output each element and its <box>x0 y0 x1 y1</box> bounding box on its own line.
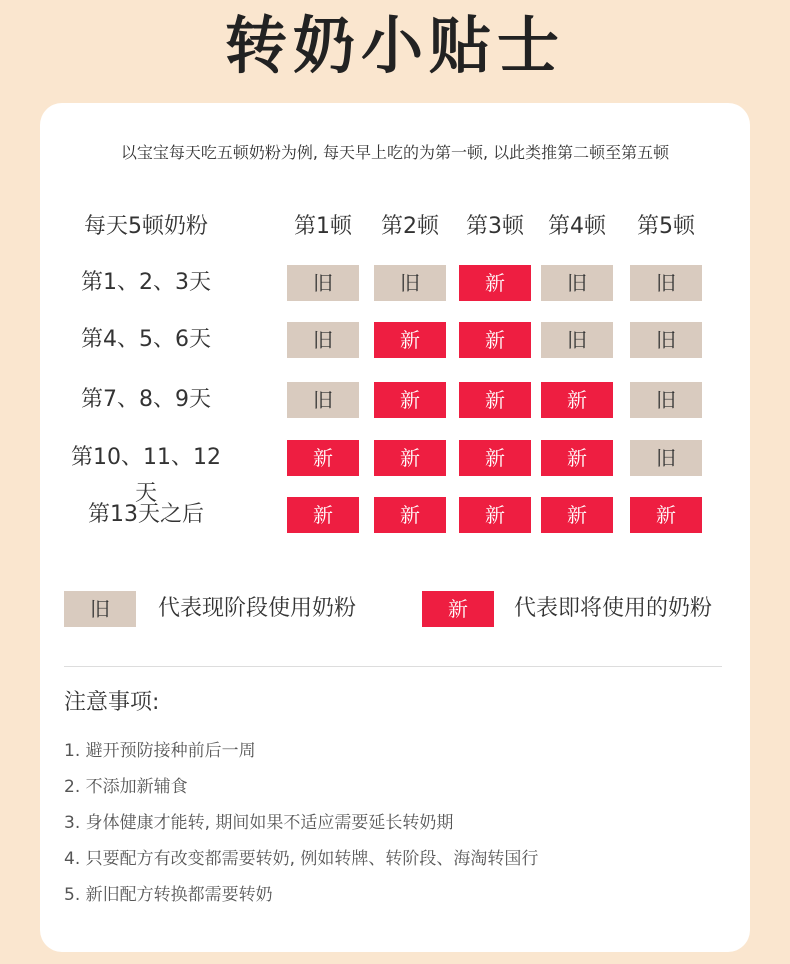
new-formula-cell: 新 <box>374 322 446 358</box>
new-formula-cell: 新 <box>459 497 531 533</box>
new-formula-cell: 新 <box>459 322 531 358</box>
divider <box>64 666 722 667</box>
legend-old-swatch: 旧 <box>64 591 136 627</box>
legend-new-swatch: 新 <box>422 591 494 627</box>
note-item: 4. 只要配方有改变都需要转奶, 例如转牌、转阶段、海淘转国行 <box>64 849 539 869</box>
new-formula-cell: 新 <box>374 440 446 476</box>
legend-new-text: 代表即将使用的奶粉 <box>514 596 713 621</box>
old-formula-cell: 旧 <box>374 265 446 301</box>
note-item: 3. 身体健康才能转, 期间如果不适应需要延长转奶期 <box>64 813 454 833</box>
note-item: 1. 避开预防接种前后一周 <box>64 741 256 761</box>
old-formula-cell: 旧 <box>541 265 613 301</box>
new-formula-cell: 新 <box>374 382 446 418</box>
row-label: 第4、5、6天 <box>81 327 211 352</box>
notes-title: 注意事项: <box>64 690 160 715</box>
column-header: 第1顿 <box>294 214 352 239</box>
row-label: 第7、8、9天 <box>81 387 211 412</box>
old-formula-cell: 旧 <box>630 265 702 301</box>
note-item: 5. 新旧配方转换都需要转奶 <box>64 885 273 905</box>
tips-card <box>40 103 750 952</box>
new-formula-cell: 新 <box>374 497 446 533</box>
new-formula-cell: 新 <box>541 382 613 418</box>
row-label: 第10、11、12天 <box>71 445 221 506</box>
old-formula-cell: 旧 <box>630 322 702 358</box>
column-header: 第4顿 <box>548 214 606 239</box>
intro-text: 以宝宝每天吃五顿奶粉为例, 每天早上吃的为第一顿, 以此类推第二顿至第五顿 <box>120 143 670 162</box>
column-header: 第5顿 <box>637 214 695 239</box>
old-formula-cell: 旧 <box>630 440 702 476</box>
legend-old-text: 代表现阶段使用奶粉 <box>158 596 357 621</box>
new-formula-cell: 新 <box>287 440 359 476</box>
column-header: 第2顿 <box>381 214 439 239</box>
new-formula-cell: 新 <box>630 497 702 533</box>
new-formula-cell: 新 <box>459 440 531 476</box>
column-header: 第3顿 <box>466 214 524 239</box>
old-formula-cell: 旧 <box>630 382 702 418</box>
old-formula-cell: 旧 <box>541 322 613 358</box>
row-label: 第1、2、3天 <box>81 270 211 295</box>
old-formula-cell: 旧 <box>287 322 359 358</box>
old-formula-cell: 旧 <box>287 382 359 418</box>
note-item: 2. 不添加新辅食 <box>64 777 188 797</box>
new-formula-cell: 新 <box>459 382 531 418</box>
new-formula-cell: 新 <box>459 265 531 301</box>
old-formula-cell: 旧 <box>287 265 359 301</box>
new-formula-cell: 新 <box>541 497 613 533</box>
page-title: 转奶小贴士 <box>224 9 565 82</box>
row-label: 第13天之后 <box>88 502 204 527</box>
new-formula-cell: 新 <box>541 440 613 476</box>
table-corner-label: 每天5顿奶粉 <box>84 214 208 239</box>
new-formula-cell: 新 <box>287 497 359 533</box>
